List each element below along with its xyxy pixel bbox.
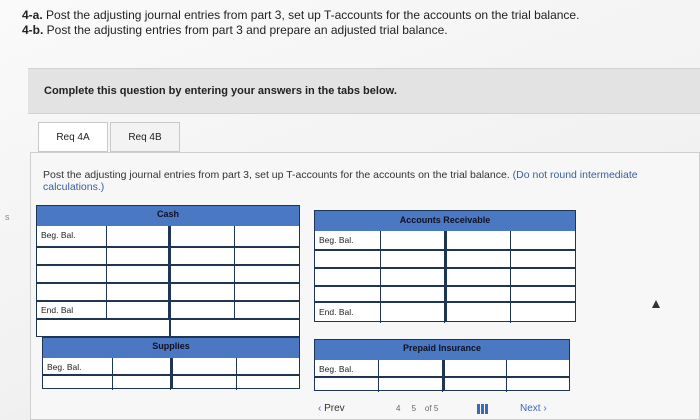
- cash-credit-input[interactable]: [235, 248, 301, 264]
- ar-end-debit-input[interactable]: [381, 303, 445, 323]
- cash-debit-input[interactable]: [107, 284, 169, 300]
- cash-row: [37, 248, 299, 266]
- chevron-left-icon: ‹: [318, 403, 322, 414]
- supplies-label-input[interactable]: [173, 358, 237, 374]
- instruction-banner: [28, 68, 700, 114]
- ar-label-input[interactable]: [447, 231, 511, 249]
- ar-debit-input[interactable]: [381, 269, 445, 285]
- cash-label-input[interactable]: [37, 248, 107, 264]
- t-account-cash-title: Cash: [37, 206, 299, 226]
- supplies-row: [43, 376, 299, 390]
- prepaid-label-input[interactable]: [445, 360, 507, 376]
- cash-label-input[interactable]: [171, 266, 235, 282]
- prepaid-label-input[interactable]: [445, 378, 507, 392]
- supplies-beg-bal-label: Beg. Bal.: [47, 362, 82, 372]
- side-mark: s: [5, 212, 10, 222]
- supplies-row: [43, 358, 299, 376]
- ar-credit-input[interactable]: [511, 251, 577, 267]
- cash-credit-input[interactable]: [235, 226, 301, 246]
- ar-end-bal-label: End. Bal.: [319, 307, 354, 317]
- ar-debit-input[interactable]: [381, 251, 445, 267]
- tab-req-4b[interactable]: Req 4B: [110, 122, 180, 152]
- ar-credit-input[interactable]: [511, 231, 577, 249]
- cash-debit-input[interactable]: [107, 266, 169, 282]
- supplies-label-input[interactable]: [173, 376, 237, 390]
- instruction-b-label: 4-b.: [22, 23, 44, 37]
- prev-button[interactable]: [318, 403, 345, 414]
- panel-note: (Do not round intermediate calculations.): [43, 169, 638, 193]
- t-account-prepaid-title: Prepaid Insurance: [315, 340, 569, 360]
- prepaid-credit-input[interactable]: [507, 378, 571, 392]
- prepaid-row: [315, 378, 569, 392]
- prepaid-credit-input[interactable]: [507, 360, 571, 376]
- page-current: 4: [396, 404, 401, 413]
- cash-label-input[interactable]: [171, 248, 235, 264]
- page-sep: 5: [411, 404, 417, 413]
- instruction-b-text: Post the adjusting entries from part 3 and prepare an adjusted trial balance.: [43, 23, 448, 37]
- page-indicator: [396, 404, 438, 413]
- instruction-a-label: 4-a.: [22, 8, 43, 22]
- ar-credit-input[interactable]: [511, 287, 577, 301]
- prepaid-debit-input[interactable]: [379, 378, 443, 392]
- ar-end-label-input[interactable]: [447, 303, 511, 323]
- supplies-debit-input[interactable]: [113, 376, 171, 390]
- ar-row: [315, 231, 575, 251]
- cash-credit-input[interactable]: [235, 284, 301, 300]
- ar-label-input[interactable]: [315, 251, 381, 267]
- cash-debit-input[interactable]: [107, 248, 169, 264]
- cash-credit-input[interactable]: [235, 266, 301, 282]
- cash-label-input[interactable]: [37, 284, 107, 300]
- cash-row: [37, 266, 299, 284]
- ar-label-input[interactable]: [447, 269, 511, 285]
- ar-label-cell[interactable]: [315, 231, 381, 249]
- page-of: of 5: [424, 404, 439, 413]
- cash-end-debit-input[interactable]: [107, 302, 169, 318]
- instructions: [22, 8, 662, 38]
- supplies-label-input[interactable]: [43, 376, 113, 390]
- supplies-credit-input[interactable]: [237, 376, 301, 390]
- cash-debit-input[interactable]: [107, 226, 169, 246]
- ar-label-input[interactable]: [447, 251, 511, 267]
- ar-label-input[interactable]: [315, 287, 381, 301]
- ar-row: [315, 251, 575, 269]
- supplies-credit-input[interactable]: [237, 358, 301, 374]
- t-account-accounts-receivable: [314, 210, 576, 322]
- supplies-debit-input[interactable]: [113, 358, 171, 374]
- cash-end-label-cell[interactable]: [37, 302, 107, 318]
- t-account-prepaid-insurance: [314, 339, 570, 391]
- ar-label-input[interactable]: [447, 287, 511, 301]
- panel-instructions: [43, 169, 693, 193]
- prepaid-label-cell[interactable]: [315, 360, 379, 376]
- tab-req-4a[interactable]: Req 4A: [38, 122, 108, 152]
- t-account-supplies-title: Supplies: [43, 338, 299, 358]
- t-account-ar-title: Accounts Receivable: [315, 211, 575, 231]
- prev-label: Prev: [324, 403, 345, 414]
- cash-end-credit-input[interactable]: [235, 302, 301, 318]
- cash-beg-bal-label: Beg. Bal.: [41, 230, 76, 240]
- cash-row: [37, 226, 299, 248]
- t-account-supplies: [42, 337, 300, 389]
- instruction-a-text: Post the adjusting journal entries from part 3, set up T-accounts for the accounts on the trial balance.: [42, 8, 580, 22]
- cash-end-bal-label: End. Bal: [41, 305, 74, 315]
- next-button[interactable]: [520, 403, 547, 414]
- cash-end-label-input[interactable]: [171, 302, 235, 318]
- cash-row: [37, 284, 299, 302]
- ar-debit-input[interactable]: [381, 287, 445, 301]
- banner-text: Complete this question by entering your answers in the tabs below.: [44, 85, 397, 97]
- prepaid-debit-input[interactable]: [379, 360, 443, 376]
- cash-label-input[interactable]: [171, 226, 235, 246]
- ar-credit-input[interactable]: [511, 269, 577, 285]
- next-label: Next: [520, 403, 541, 414]
- ar-end-row: [315, 303, 575, 323]
- prepaid-beg-bal-label: Beg. Bal.: [319, 364, 354, 374]
- ar-label-input[interactable]: [315, 269, 381, 285]
- supplies-label-cell[interactable]: [43, 358, 113, 374]
- cash-label-input[interactable]: [171, 284, 235, 300]
- chevron-right-icon: ›: [543, 403, 547, 414]
- ar-row: [315, 269, 575, 287]
- prepaid-label-input[interactable]: [315, 378, 379, 392]
- panel-text: Post the adjusting journal entries from part 3, set up T-accounts for the accounts on the trial balance.: [43, 169, 510, 181]
- ar-end-credit-input[interactable]: [511, 303, 577, 323]
- cash-label-input[interactable]: [37, 266, 107, 282]
- ar-row: [315, 287, 575, 303]
- tab-bar: [38, 122, 182, 152]
- mouse-cursor-icon: [652, 300, 660, 308]
- prepaid-row: [315, 360, 569, 378]
- ar-end-label-cell[interactable]: [315, 303, 381, 323]
- cash-end-row: [37, 302, 299, 320]
- ar-debit-input[interactable]: [381, 231, 445, 249]
- cash-label-cell[interactable]: [37, 226, 107, 246]
- ar-beg-bal-label: Beg. Bal.: [319, 235, 354, 245]
- t-account-cash: [36, 205, 300, 337]
- grid-icon[interactable]: [477, 404, 489, 414]
